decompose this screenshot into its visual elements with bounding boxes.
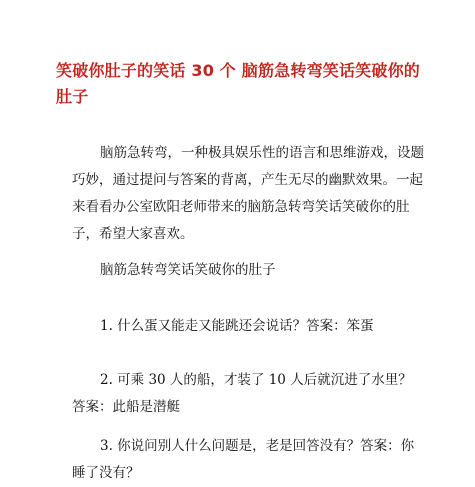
riddle-item-1: 1. 什么蛋又能走又能跳还会说话？答案：笨蛋: [100, 318, 374, 334]
intro-paragraph: 脑筋急转弯，一种极具娱乐性的语言和思维游戏，设题巧妙，通过提问与答案的背离，产生无尽的幽默效果。一起来看看办公室欧阳老师带来的脑筋急转弯笑话笑破你的肚子，希望大家喜欢。: [72, 145, 424, 242]
section-subheading: 脑筋急转弯笑话笑破你的肚子: [100, 262, 276, 278]
document-title: 笑破你肚子的笑话 30 个 脑筋急转弯笑话笑破你的肚子: [56, 61, 420, 106]
riddle-item-3: 3. 你说问别人什么问题是，老是回答没有？答案：你睡了没有？: [72, 438, 415, 481]
riddle-item-2: 2. 可乘 30 人的船，才装了 10 人后就沉进了水里？答案：此船是潜艇: [72, 372, 412, 415]
